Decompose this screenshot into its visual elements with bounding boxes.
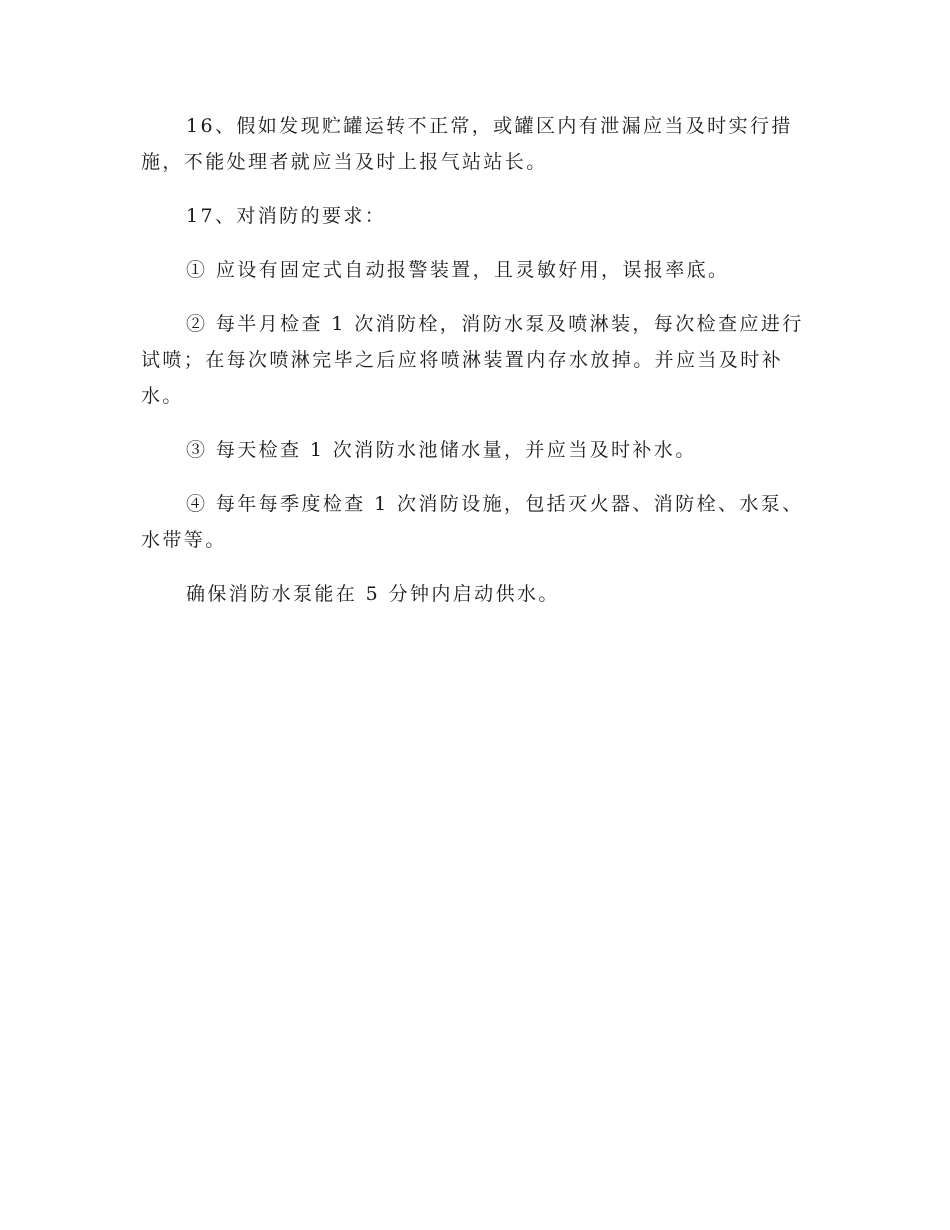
paragraph-fire-requirement-3: ③ 每天检查 1 次消防水池储水量，并应当及时补水。 — [186, 439, 697, 461]
document-body — [141, 108, 811, 630]
paragraph-item-17-heading: 17、对消防的要求： — [186, 205, 387, 227]
paragraph-fire-requirement-4: ④ 每年每季度检查 1 次消防设施，包括灭火器、消防栓、水泵、水带等。 — [141, 493, 804, 551]
paragraph-fire-requirement-1: ① 应设有固定式自动报警装置，且灵敏好用，误报率底。 — [186, 259, 730, 281]
paragraph-pump-startup: 确保消防水泵能在 5 分钟内启动供水。 — [186, 583, 560, 605]
paragraph-item-16: 16、假如发现贮罐运转不正常，或罐区内有泄漏应当及时实行措施，不能处理者就应当及时上报气站站长。 — [141, 115, 793, 173]
paragraph-fire-requirement-2: ② 每半月检查 1 次消防栓，消防水泵及喷淋装，每次检查应进行试喷；在每次喷淋完毕之后应将喷淋装置内存水放掉。并应当及时补水。 — [141, 313, 804, 407]
